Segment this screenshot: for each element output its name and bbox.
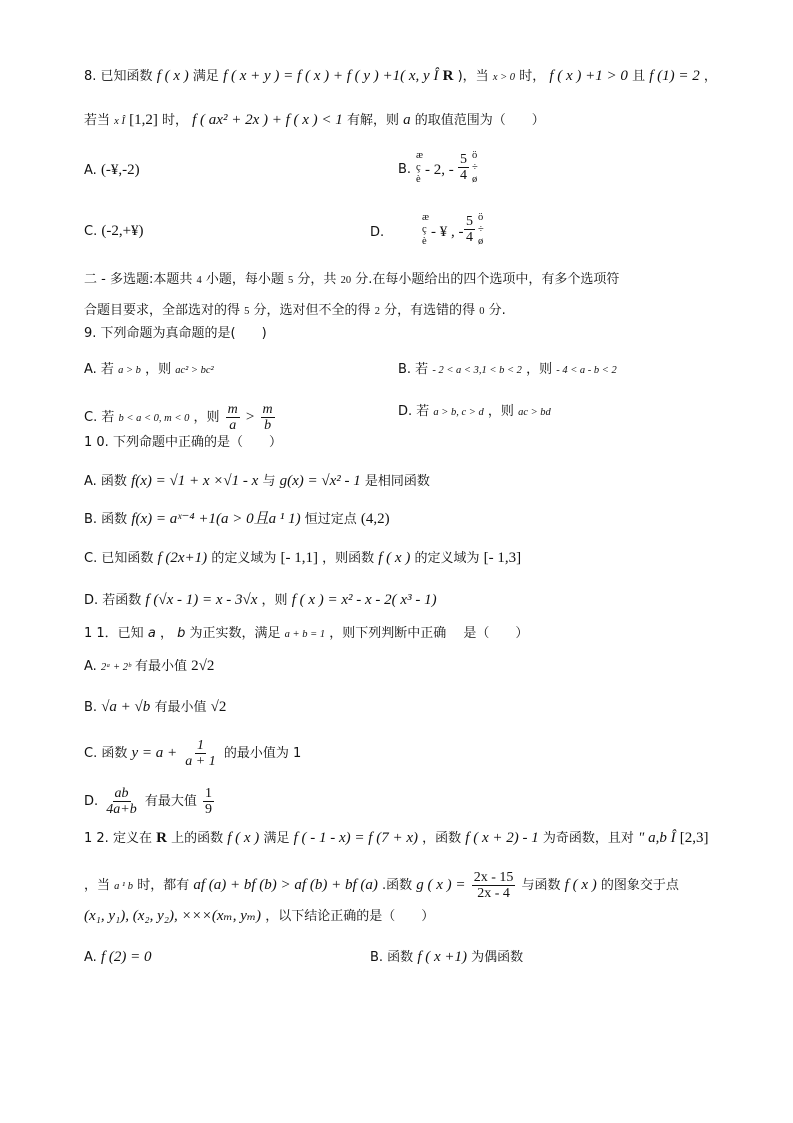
option-label: B. bbox=[84, 700, 98, 715]
option-math: [- 1,1] bbox=[280, 550, 318, 566]
option-label: A. bbox=[84, 950, 97, 965]
q9-option-a[interactable] bbox=[84, 360, 214, 381]
option-text: C. 已知函数 bbox=[84, 551, 154, 566]
option-text: 有最小值 bbox=[154, 700, 207, 715]
section-number: 0 bbox=[479, 306, 485, 317]
q12-stem-line1 bbox=[84, 828, 708, 849]
q12-option-b[interactable] bbox=[370, 947, 523, 968]
q8-text: 的取值范围为（ ） bbox=[414, 113, 545, 128]
question-stem: 上的函数 bbox=[171, 831, 224, 846]
q8-option-a[interactable] bbox=[84, 160, 140, 181]
option-text: ，则 bbox=[145, 362, 172, 377]
option-text: 的定义域为 bbox=[414, 551, 480, 566]
option-math: 2√2 bbox=[191, 658, 215, 674]
option-text: 的最小值为 1 bbox=[223, 746, 302, 761]
denominator: a bbox=[229, 418, 237, 433]
question-stem: ， bbox=[159, 626, 173, 641]
q8-text: 8. 已知函数 bbox=[84, 69, 153, 84]
q10-stem bbox=[84, 433, 282, 453]
section2-intro-line2 bbox=[84, 301, 506, 322]
question-stem: ，以下结论正确的是（ ） bbox=[265, 909, 435, 924]
question-math: f ( x ) bbox=[564, 877, 597, 893]
q8-math: f ( x ) bbox=[156, 68, 189, 84]
q11-stem bbox=[84, 624, 528, 645]
question-math: b bbox=[177, 626, 186, 641]
option-text: D. 若 bbox=[398, 404, 430, 419]
option-text: 的定义域为 bbox=[211, 551, 277, 566]
section-text: 分，共 bbox=[297, 272, 337, 287]
option-value: (-2,+¥) bbox=[101, 223, 144, 239]
paren-glyph: è bbox=[416, 174, 421, 185]
paren-glyph: ÷ bbox=[472, 162, 478, 173]
q10-option-b[interactable] bbox=[84, 509, 390, 530]
question-stem: 1 0. 下列命题中正确的是（ ） bbox=[84, 435, 282, 450]
section-number: 20 bbox=[340, 275, 352, 286]
question-stem: 为正实数，满足 bbox=[189, 626, 281, 641]
q11-option-b[interactable] bbox=[84, 697, 226, 718]
option-math: g(x) = √x² - 1 bbox=[279, 473, 361, 489]
paren-glyph: ö bbox=[478, 212, 484, 223]
numerator: m bbox=[227, 402, 238, 417]
q11-option-d[interactable] bbox=[84, 786, 216, 817]
q12-stem-line3 bbox=[84, 906, 434, 927]
q12-option-a[interactable] bbox=[84, 947, 151, 968]
option-text: 恒过定点 bbox=[304, 512, 357, 527]
denominator: 9 bbox=[205, 802, 213, 817]
section-text: 分，有选错的得 bbox=[384, 303, 476, 318]
q8-text: 满足 bbox=[192, 69, 219, 84]
question-math: a bbox=[147, 626, 156, 641]
q8-text: )，当 bbox=[457, 69, 489, 84]
question-stem: 1 1．已知 bbox=[84, 626, 144, 641]
option-text: 与 bbox=[262, 474, 276, 489]
option-math: ac² > bc² bbox=[175, 365, 214, 376]
option-text: D. 若函数 bbox=[84, 593, 142, 608]
option-math: f (√x - 1) = x - 3√x bbox=[145, 592, 258, 608]
question-math: f ( x ) bbox=[227, 830, 260, 846]
numerator: 2x - 15 bbox=[473, 870, 514, 885]
option-math: ac > bd bbox=[518, 407, 551, 418]
paren-glyph: ø bbox=[472, 174, 478, 185]
q8-text: 若当 bbox=[84, 113, 111, 128]
q8-math: x Î bbox=[114, 116, 125, 127]
section-text: 二 - 多选题:本题共 bbox=[84, 272, 193, 287]
option-text: ，则 bbox=[487, 404, 514, 419]
option-math: f (2) = 0 bbox=[100, 949, 152, 965]
fraction bbox=[104, 786, 138, 817]
q8-math: f ( x + y ) = f ( x ) + f ( y ) +1( x, y Î bbox=[223, 68, 439, 84]
q8-text: 且 bbox=[632, 69, 646, 84]
section-number: 5 bbox=[244, 306, 250, 317]
question-stem: .函数 bbox=[382, 878, 413, 893]
question-stem: 9. 下列命题为真命题的是( ) bbox=[84, 326, 267, 341]
option-math: - 4 < a - b < 2 bbox=[556, 365, 617, 376]
fraction bbox=[183, 738, 217, 769]
numerator: 1 bbox=[205, 786, 213, 801]
option-text: ，则 bbox=[193, 410, 220, 425]
denominator: 4 bbox=[460, 168, 467, 183]
paren-glyph: è bbox=[422, 236, 427, 247]
option-math: b < a < 0, m < 0 bbox=[118, 413, 190, 424]
q10-option-a[interactable] bbox=[84, 471, 430, 492]
option-math: 2ᵃ + 2ᵇ bbox=[100, 662, 131, 673]
paren-glyph: ç bbox=[422, 224, 427, 235]
numerator: 1 bbox=[197, 738, 204, 753]
question-stem: 为奇函数，且对 bbox=[542, 831, 634, 846]
section-text: 分. bbox=[488, 303, 506, 318]
q8-math: R bbox=[442, 68, 454, 84]
q8-text: 时， bbox=[519, 69, 546, 84]
question-math: a + b = 1 bbox=[284, 629, 326, 640]
section-text: 分.在每小题给出的四个选项中，有多个选项符 bbox=[355, 272, 620, 287]
option-text: ，则函数 bbox=[322, 551, 375, 566]
numerator: 5 bbox=[460, 152, 467, 167]
paren-glyph: æ bbox=[422, 212, 430, 223]
option-text: 是相同函数 bbox=[364, 474, 430, 489]
question-math: f ( x + 2) - 1 bbox=[465, 830, 539, 846]
section-number: 5 bbox=[288, 275, 294, 286]
numerator: ab bbox=[114, 786, 129, 801]
option-label: C. bbox=[84, 224, 98, 239]
q8-math: f ( ax² + 2x ) + f ( x ) < 1 bbox=[192, 112, 343, 128]
section2-intro-line1 bbox=[84, 270, 619, 291]
numerator: m bbox=[262, 402, 273, 417]
question-math: g ( x ) = bbox=[416, 877, 466, 893]
question-math: a ¹ b bbox=[114, 881, 134, 892]
q8-option-c[interactable] bbox=[84, 221, 144, 242]
option-text: A. 函数 bbox=[84, 474, 127, 489]
q8-option-d[interactable] bbox=[370, 212, 510, 252]
option-math: a > b, c > d bbox=[433, 407, 484, 418]
option-text: 为偶函数 bbox=[471, 950, 524, 965]
q8-text: ， bbox=[703, 69, 717, 84]
option-math: > bbox=[245, 409, 255, 425]
option-label: A. bbox=[84, 659, 97, 674]
q8-text: 时， bbox=[161, 113, 188, 128]
question-math: [2,3] bbox=[679, 830, 709, 846]
option-math: f (2x+1) bbox=[157, 550, 208, 566]
q9-option-c[interactable] bbox=[84, 402, 277, 433]
option-label: D. bbox=[370, 225, 385, 240]
numerator: 5 bbox=[466, 214, 473, 229]
option-math: - 2 < a < 3,1 < b < 2 bbox=[432, 365, 522, 376]
option-math: f ( x ) = x² - x - 2( x³ - 1) bbox=[291, 592, 437, 608]
option-math: √2 bbox=[210, 699, 227, 715]
question-math: (x₁, y₁), (x₂, y₂), ×××(xₘ, yₘ) bbox=[84, 908, 262, 924]
q8-math: f ( x ) +1 > 0 bbox=[549, 68, 628, 84]
option-text: 有最小值 bbox=[134, 659, 187, 674]
fraction bbox=[472, 870, 516, 901]
option-label: B. bbox=[398, 162, 412, 177]
paren-glyph: æ bbox=[416, 150, 424, 161]
option-math: f(x) = aˣ⁻⁴ +1(a > 0且a ¹ 1) bbox=[131, 511, 301, 527]
option-text: B. 函数 bbox=[84, 512, 128, 527]
denominator: 2x - 4 bbox=[477, 886, 510, 901]
fraction bbox=[464, 214, 475, 245]
question-math: f ( - 1 - x) = f (7 + x) bbox=[293, 830, 418, 846]
option-text: B. 函数 bbox=[370, 950, 414, 965]
option-math: f ( x ) bbox=[378, 550, 411, 566]
option-text: ，则 bbox=[526, 362, 553, 377]
q9-option-d[interactable] bbox=[398, 402, 551, 423]
question-stem: 时，都有 bbox=[137, 878, 190, 893]
question-stem: ，当 bbox=[84, 878, 111, 893]
option-label: A. bbox=[84, 163, 97, 178]
fraction bbox=[203, 786, 214, 817]
section-text: 合题目要求，全部选对的得 bbox=[84, 303, 241, 318]
q8-stem-line2 bbox=[84, 110, 545, 132]
question-stem: ，函数 bbox=[422, 831, 462, 846]
paren-glyph: ç bbox=[416, 162, 421, 173]
q11-option-c[interactable] bbox=[84, 738, 301, 769]
option-label: D. bbox=[84, 794, 99, 809]
q8-math: [1,2] bbox=[129, 112, 158, 128]
question-stem: 1 2. 定义在 bbox=[84, 831, 152, 846]
option-math: f(x) = √1 + x ×√1 - x bbox=[131, 473, 259, 489]
option-text: ，则 bbox=[261, 593, 288, 608]
question-stem: ，则下列判断中正确 是（ ） bbox=[329, 626, 529, 641]
fraction bbox=[261, 402, 275, 433]
option-text: B. 若 bbox=[398, 362, 429, 377]
q8-math: f (1) = 2 bbox=[649, 68, 700, 84]
option-text: 有最大值 bbox=[144, 794, 197, 809]
option-value: (-¥,-2) bbox=[100, 162, 140, 178]
question-stem: 满足 bbox=[263, 831, 290, 846]
option-math: y = a + bbox=[131, 745, 178, 761]
option-math: f ( x +1) bbox=[417, 949, 468, 965]
denominator: a + 1 bbox=[185, 754, 216, 769]
section-text: 小题，每小题 bbox=[205, 272, 284, 287]
question-stem: 与函数 bbox=[521, 878, 561, 893]
option-text: A. 若 bbox=[84, 362, 114, 377]
paren-glyph: ö bbox=[472, 150, 478, 161]
q12-stem-line2 bbox=[84, 870, 679, 901]
question-math: R bbox=[156, 830, 167, 846]
q9-stem bbox=[84, 324, 267, 344]
fraction bbox=[226, 402, 240, 433]
option-math: a > b bbox=[118, 365, 141, 376]
option-math: [- 1,3] bbox=[483, 550, 522, 566]
q10-option-d[interactable] bbox=[84, 590, 437, 611]
paren-glyph: ÷ bbox=[478, 224, 484, 235]
option-value: - ¥ , - bbox=[431, 224, 464, 240]
question-stem: 的图象交于点 bbox=[600, 878, 679, 893]
q8-stem-line1 bbox=[84, 66, 717, 88]
section-number: 4 bbox=[196, 275, 202, 286]
section-number: 2 bbox=[374, 306, 380, 317]
q8-math: a bbox=[403, 112, 411, 128]
option-text: C. 若 bbox=[84, 410, 115, 425]
question-math: " a,b Î bbox=[638, 830, 676, 846]
q8-math: x > 0 bbox=[492, 72, 516, 83]
section-text: 分，选对但不全的得 bbox=[253, 303, 371, 318]
option-text: C. 函数 bbox=[84, 746, 128, 761]
question-math: af (a) + bf (b) > af (b) + bf (a) bbox=[193, 877, 378, 893]
q8-text: 有解，则 bbox=[346, 113, 399, 128]
option-math: (4,2) bbox=[360, 511, 390, 527]
q10-option-c[interactable] bbox=[84, 548, 521, 569]
denominator: 4 bbox=[466, 230, 473, 245]
q11-option-a[interactable] bbox=[84, 656, 214, 678]
denominator: 4a+b bbox=[106, 802, 137, 817]
q9-option-b[interactable] bbox=[398, 360, 617, 381]
denominator: b bbox=[264, 418, 272, 433]
fraction bbox=[458, 152, 469, 183]
paren-glyph: ø bbox=[478, 236, 484, 247]
option-value: - 2, - bbox=[425, 162, 454, 178]
option-math: √a + √b bbox=[101, 699, 151, 715]
